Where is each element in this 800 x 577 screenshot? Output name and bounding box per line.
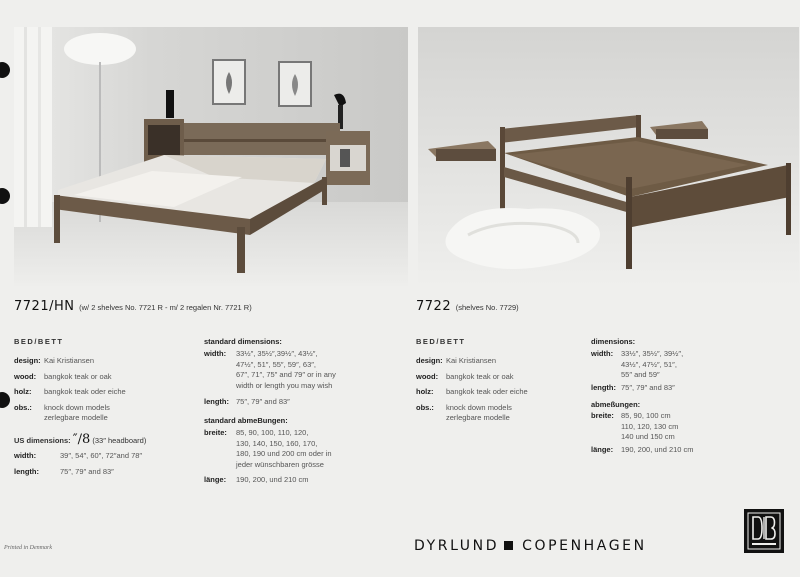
standard-dimensions — [204, 349, 374, 413]
spec-value: bangkok teak oder eiche — [446, 387, 528, 396]
width — [591, 349, 771, 381]
us-spec-list — [14, 451, 194, 482]
left-spec-list — [14, 356, 189, 429]
spec-value: 75″, 79″ and 83″ — [621, 382, 675, 392]
spec-label: length: — [204, 397, 229, 406]
spec-label: obs.: — [416, 402, 434, 412]
spec-value: 39″, 54″, 60″, 72″and 78″ — [60, 451, 143, 460]
spec-label: design: — [14, 356, 41, 365]
breite — [204, 428, 374, 470]
width-line: 43½″, 47½″, 51″, — [621, 359, 677, 369]
spec-value: Kai Kristiansen — [44, 356, 95, 365]
breite-line: 85, 90, 100, 110, 120, — [236, 428, 309, 437]
bed-photo-7721 — [14, 27, 408, 286]
spec-label: holz: — [14, 387, 32, 396]
dimensions — [591, 349, 771, 398]
breite — [591, 411, 771, 443]
square-separator-icon — [504, 541, 513, 550]
abmessungen — [591, 411, 771, 460]
abmessungen-title: standard abmeBungen: — [204, 416, 288, 425]
spec-value: 190, 200, und 210 cm — [621, 444, 694, 454]
spec-obs — [416, 403, 586, 424]
model-number-7722 — [416, 299, 519, 314]
model-number-7721 — [14, 299, 252, 314]
us-dimensions-heading — [14, 432, 146, 447]
us-dimensions-label: US dimensions: — [14, 436, 71, 445]
standard-dimensions-title: standard dimensions: — [204, 337, 282, 346]
width-line: 33½″, 35½″, 39½″, — [621, 349, 684, 358]
spec-holz — [14, 387, 189, 398]
spec-value: bangkok teak or oak — [446, 371, 514, 381]
binder-hole — [0, 62, 10, 78]
spec-value: bangkok teak oder eiche — [44, 387, 126, 396]
spec-value: knock down models — [44, 402, 110, 412]
us-width — [14, 451, 194, 462]
abmessungen-title: abmeßungen: — [591, 400, 641, 409]
breite-line: 140 und 150 cm — [621, 432, 675, 441]
std-width-line: 47½″, 51″, 55″, 59″, 63″, — [236, 359, 316, 369]
laenge — [591, 445, 771, 456]
spec-label: obs.: — [14, 402, 32, 412]
spec-label: width: — [14, 451, 37, 460]
brand-city: COPENHAGEN — [522, 538, 647, 554]
spec-label: width: — [204, 349, 227, 358]
spec-label: length: — [14, 466, 39, 476]
spec-label: design: — [416, 356, 443, 365]
spec-label: width: — [591, 349, 614, 358]
spec-label: length: — [591, 382, 616, 392]
std-width-line: width or length you may wish — [236, 380, 333, 390]
us-dimensions-big: ″/8 — [72, 432, 91, 447]
std-length — [204, 397, 374, 408]
spec-value: 75″, 79″ and 83″ — [236, 397, 290, 406]
breite-line: 130, 140, 150, 160, 170, — [236, 438, 318, 448]
spec-holz — [416, 387, 586, 398]
binder-hole — [0, 392, 10, 408]
brand-name: DYRLUND — [414, 538, 500, 554]
dib-logo — [744, 509, 784, 553]
dimensions-title: dimensions: — [591, 337, 636, 346]
spec-label: länge: — [591, 444, 614, 454]
std-width — [204, 349, 374, 391]
model-number: 7722 — [416, 299, 452, 314]
us-length — [14, 467, 194, 478]
std-width-line: 33½″, 35½″,39½″, 43½″, — [236, 349, 318, 358]
breite-line: 180, 190 und 200 cm oder in — [236, 449, 332, 458]
bed-photo-7722 — [418, 27, 799, 286]
spec-wood — [14, 372, 189, 383]
spec-label: länge: — [204, 475, 227, 484]
us-dimensions-note: (33″ headboard) — [92, 436, 147, 445]
std-width-line: 67″, 71″, 75″ and 79″ or in any — [236, 370, 336, 379]
right-spec-list — [416, 356, 586, 429]
breite-line: 85, 90, 100 cm — [621, 411, 671, 420]
spec-value: knock down models — [446, 402, 512, 412]
spec-value: bangkok teak or oak — [44, 371, 112, 381]
spec-value: 190, 200, und 210 cm — [236, 475, 309, 484]
breite-line: 110, 120, 130 cm — [621, 421, 679, 431]
brand-wordmark — [414, 538, 647, 554]
model-note: (shelves No. 7729) — [455, 303, 519, 312]
section-title: BED/BETT — [416, 337, 466, 346]
spec-label: breite: — [204, 428, 227, 437]
section-title: BED/BETT — [14, 337, 64, 346]
spec-value: Kai Kristiansen — [446, 356, 497, 365]
model-note: (w/ 2 shelves No. 7721 R - m/ 2 regalen Nr. 7721 R) — [79, 303, 252, 312]
spec-obs — [14, 403, 189, 424]
laenge — [204, 475, 374, 486]
model-number: 7721/HN — [14, 299, 75, 314]
spec-value-de: zerlegbare modelle — [44, 413, 108, 422]
spec-value: 75″, 79″ and 83″ — [60, 466, 114, 476]
spec-design — [416, 356, 586, 367]
spec-label: holz: — [416, 387, 434, 396]
width-line: 55″ and 59″ — [621, 370, 660, 379]
spec-label: wood: — [416, 371, 439, 381]
binder-hole — [0, 188, 10, 204]
printed-in-denmark: Printed in Denmark — [4, 545, 52, 551]
abmessungen — [204, 428, 374, 491]
spec-wood — [416, 372, 586, 383]
spec-design — [14, 356, 189, 367]
spec-label: breite: — [591, 411, 614, 420]
length — [591, 383, 771, 394]
breite-line: jeder wünschbaren grösse — [236, 459, 324, 469]
spec-value-de: zerlegbare modelle — [446, 413, 510, 422]
spec-label: wood: — [14, 371, 37, 381]
